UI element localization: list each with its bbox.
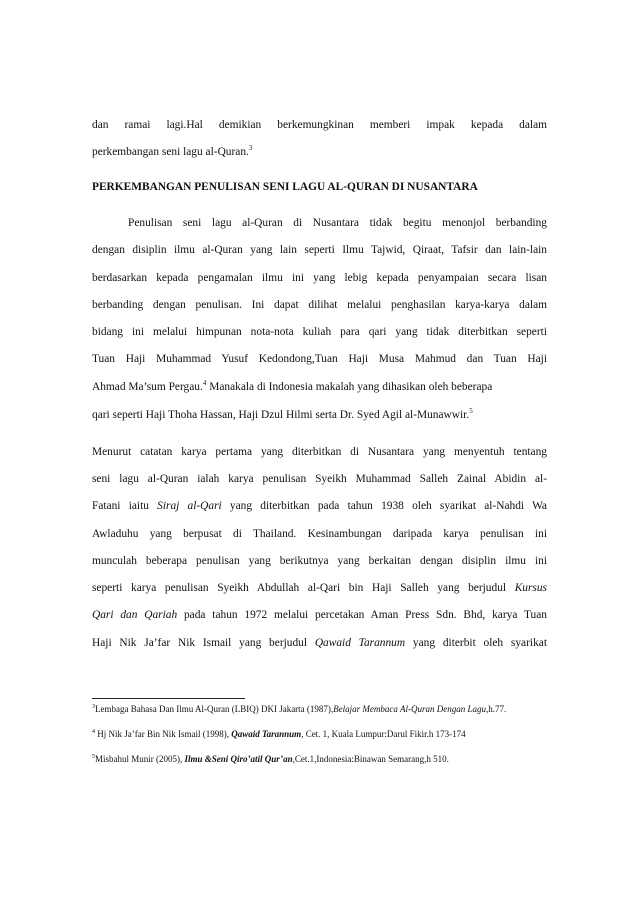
footnote-text: Lembaga Bahasa Dan Ilmu Al-Quran (LBIQ) DKI Jakarta (1987), (95, 704, 334, 714)
body-text: qari seperti Haji Thoha Hassan, Haji Dzul Hilmi serta Dr. Syed Agil al-Munawwir. (92, 409, 470, 421)
body-text: seperti karya penulisan Syeikh Abdullah al-Qari bin Haji Salleh yang berjudul (92, 582, 515, 594)
book-title: Kursus (514, 582, 547, 594)
footnote-text: Hj Nik Ja’far Bin Nik Ismail (1998), (95, 729, 232, 739)
body-text: perkembangan seni lagu al-Quran. (92, 146, 249, 158)
book-title: Qari dan Qariah (92, 609, 178, 621)
body-line (92, 408, 547, 422)
body-text: Ahmad Ma’sum Pergau. (92, 381, 203, 393)
book-title: Qawaid Tarannum (314, 637, 406, 649)
body-line (92, 581, 547, 595)
footnote-4 (92, 729, 547, 740)
body-line: seni lagu al-Quran ialah karya penulisan Syeikh Muhammad Salleh Zainal Abidin al- (92, 473, 547, 485)
footnote-number: 4 (92, 729, 95, 735)
body-text: pada tahun 1972 melalui percetakan Aman Press Sdn. Bhd, karya Tuan (177, 609, 547, 621)
footnote-book-title: Ilmu &Seni Qiro’atil Qur’an (184, 754, 293, 764)
body-line: berbanding dengan penulisan. Ini dapat dilihat melalui penghasilan karya-karya dalam (92, 299, 547, 311)
body-line: berdasarkan kepada pengamalan ilmu ini yang lebig kepada penyampaian secara lisan (92, 272, 547, 284)
footnote-book-title: Qawaid Tarannum (231, 729, 302, 739)
body-text: Haji Nik Ja’far Nik Ismail yang berjudul (92, 637, 315, 649)
body-text: yang diterbit oleh syarikat (405, 637, 547, 649)
section-heading: PERKEMBANGAN PENULISAN SENI LAGU AL-QURAN DI NUSANTARA (92, 181, 478, 193)
footnote-number: 5 (92, 754, 95, 760)
body-line: dengan disiplin ilmu al-Quran yang lain seperti Ilmu Tajwid, Qiraat, Tafsir dan lain-lain (92, 244, 547, 256)
footnote-ref[interactable]: 5 (469, 407, 473, 415)
body-line: dan ramai lagi.Hal demikian berkemungkinan memberi impak kepada dalam (92, 119, 547, 131)
book-title: Siraj al-Qari (157, 500, 222, 512)
body-text: yang diterbitkan pada tahun 1938 oleh syarikat al-Nahdi Wa (221, 500, 547, 512)
footnote-ref[interactable]: 3 (248, 144, 253, 152)
body-line: munculah beberapa penulisan yang berikutnya yang berkaitan dengan disiplin ilmu ini (92, 555, 547, 567)
body-line: Penulisan seni lagu al-Quran di Nusantara tidak begitu menonjol berbanding (128, 217, 547, 229)
body-line (92, 608, 547, 622)
footnote-divider (92, 698, 245, 699)
footnote-3 (92, 704, 547, 715)
body-line: Tuan Haji Muhammad Yusuf Kedondong,Tuan Haji Musa Mahmud dan Tuan Haji (92, 353, 547, 365)
footnote-book-title: Belajar Membaca Al-Quran Dengan Lagu (333, 704, 486, 714)
body-line (92, 145, 547, 159)
body-line: Menurut catatan karya pertama yang diterbitkan di Nusantara yang menyentuh tentang (92, 446, 547, 458)
footnote-text: , Cet. 1, Kuala Lumpur:Darul Fikir.h 173-174 (301, 729, 466, 739)
body-line (92, 499, 547, 513)
footnote-text: ,h.77. (486, 704, 507, 714)
body-text: Fatani iaitu (92, 500, 158, 512)
footnote-number: 3 (92, 704, 95, 710)
body-line: Awladuhu yang berpusat di Thailand. Kesinambungan daripada karya penulisan ini (92, 528, 547, 540)
footnote-text: ,Cet.1,Indonesia:Binawan Semarang,h 510. (292, 754, 449, 764)
footnote-ref[interactable]: 4 (202, 379, 207, 387)
body-line (92, 636, 547, 650)
body-line: bidang ini melalui himpunan nota-nota kuliah para qari yang tidak diterbitkan seperti (92, 326, 547, 338)
body-line (92, 380, 547, 394)
body-text: Manakala di Indonesia makalah yang dihasikan oleh beberapa (206, 381, 493, 393)
footnote-5 (92, 754, 547, 765)
footnote-text: Misbahul Munir (2005), (95, 754, 185, 764)
